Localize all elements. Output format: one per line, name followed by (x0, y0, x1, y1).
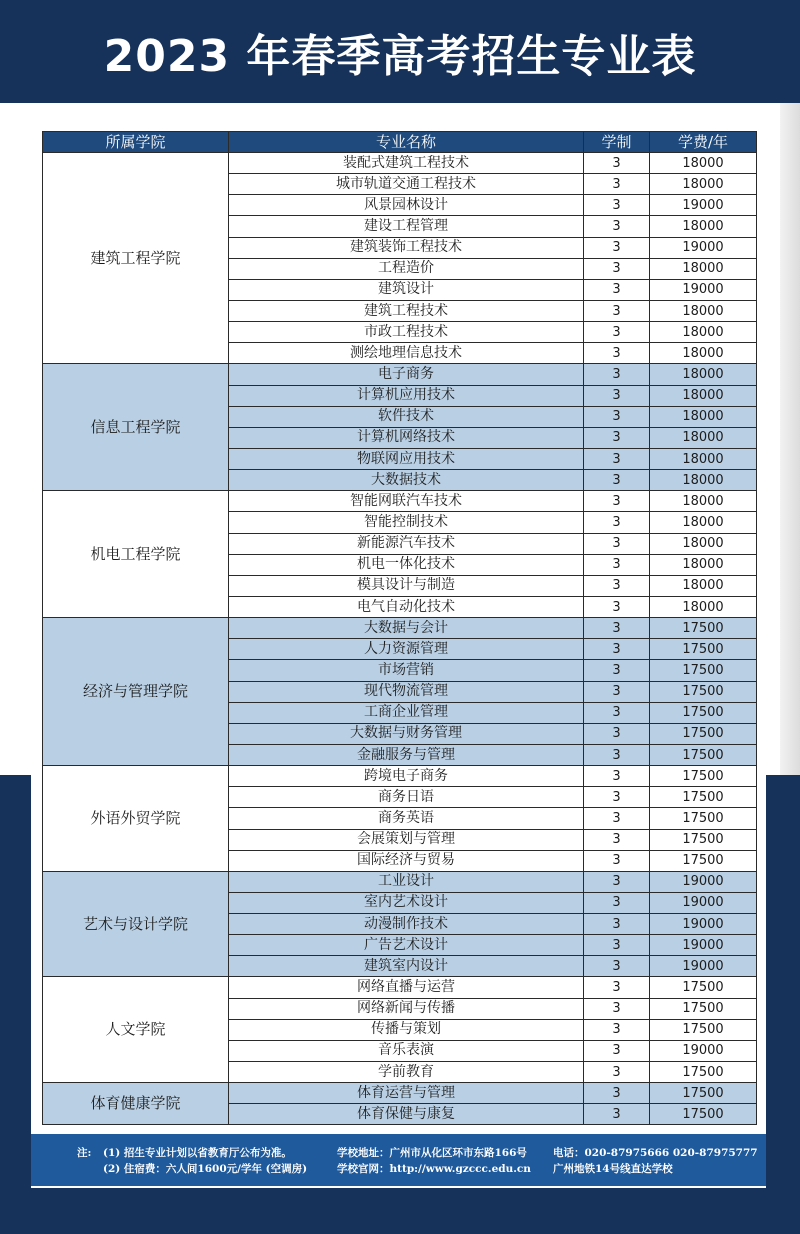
major-name-cell: 商务英语 (229, 808, 584, 829)
tuition-cell: 17500 (650, 1062, 757, 1083)
major-name-cell: 工业设计 (229, 871, 584, 892)
major-name-cell: 计算机网络技术 (229, 427, 584, 448)
tuition-cell: 17500 (650, 618, 757, 639)
header-tuition: 学费/年 (650, 132, 757, 153)
table-row (43, 491, 757, 512)
duration-cell: 3 (584, 829, 650, 850)
duration-cell: 3 (584, 766, 650, 787)
note-line-2: (2) 住宿费：六人间1600元/学年 (空调房) (103, 1163, 308, 1175)
major-name-cell: 软件技术 (229, 406, 584, 427)
tuition-cell: 17500 (650, 660, 757, 681)
tuition-cell: 18000 (650, 575, 757, 596)
major-name-cell: 机电一体化技术 (229, 554, 584, 575)
duration-cell: 3 (584, 512, 650, 533)
major-name-cell: 大数据与会计 (229, 618, 584, 639)
tuition-cell: 17500 (650, 977, 757, 998)
major-name-cell: 建设工程管理 (229, 216, 584, 237)
duration-cell: 3 (584, 787, 650, 808)
tuition-cell: 18000 (650, 491, 757, 512)
duration-cell: 3 (584, 639, 650, 660)
duration-cell: 3 (584, 850, 650, 871)
college-cell: 建筑工程学院 (43, 153, 229, 364)
note-line-1: (1) 招生专业计划以省教育厅公布为准。 (103, 1147, 292, 1159)
tuition-cell: 19000 (650, 914, 757, 935)
major-name-cell: 工程造价 (229, 258, 584, 279)
college-group (43, 871, 757, 977)
college-cell: 人文学院 (43, 977, 229, 1083)
duration-cell: 3 (584, 1083, 650, 1104)
tuition-cell: 19000 (650, 195, 757, 216)
major-name-cell: 智能网联汽车技术 (229, 491, 584, 512)
major-name-cell: 装配式建筑工程技术 (229, 153, 584, 174)
note-label: 注: (77, 1147, 92, 1159)
tuition-cell: 17500 (650, 702, 757, 723)
tuition-cell: 18000 (650, 406, 757, 427)
tuition-cell: 18000 (650, 427, 757, 448)
tuition-cell: 17500 (650, 829, 757, 850)
college-cell: 经济与管理学院 (43, 618, 229, 766)
duration-cell: 3 (584, 279, 650, 300)
tuition-cell: 19000 (650, 279, 757, 300)
duration-cell: 3 (584, 681, 650, 702)
major-name-cell: 商务日语 (229, 787, 584, 808)
tuition-cell: 19000 (650, 956, 757, 977)
major-name-cell: 大数据技术 (229, 470, 584, 491)
tuition-cell: 19000 (650, 892, 757, 913)
tuition-cell: 18000 (650, 364, 757, 385)
tuition-cell: 17500 (650, 1083, 757, 1104)
table-row (43, 364, 757, 385)
tuition-cell: 18000 (650, 258, 757, 279)
duration-cell: 3 (584, 322, 650, 343)
major-name-cell: 建筑室内设计 (229, 956, 584, 977)
tuition-cell: 18000 (650, 385, 757, 406)
major-name-cell: 模具设计与制造 (229, 575, 584, 596)
duration-cell: 3 (584, 364, 650, 385)
major-name-cell: 传播与策划 (229, 1019, 584, 1040)
tuition-cell: 17500 (650, 850, 757, 871)
tuition-cell: 17500 (650, 723, 757, 744)
page-title: 2023 年春季高考招生专业表 (103, 30, 697, 82)
duration-cell: 3 (584, 554, 650, 575)
duration-cell: 3 (584, 533, 650, 554)
tuition-cell: 18000 (650, 448, 757, 469)
header-major: 专业名称 (229, 132, 584, 153)
tuition-cell: 17500 (650, 681, 757, 702)
duration-cell: 3 (584, 914, 650, 935)
major-name-cell: 学前教育 (229, 1062, 584, 1083)
duration-cell: 3 (584, 660, 650, 681)
tuition-cell: 18000 (650, 153, 757, 174)
duration-cell: 3 (584, 892, 650, 913)
major-name-cell: 跨境电子商务 (229, 766, 584, 787)
college-group (43, 364, 757, 491)
tuition-cell: 17500 (650, 998, 757, 1019)
duration-cell: 3 (584, 427, 650, 448)
duration-cell: 3 (584, 744, 650, 765)
metro-note: 广州地铁14号线直达学校 (553, 1163, 673, 1175)
major-name-cell: 市场营销 (229, 660, 584, 681)
duration-cell: 3 (584, 702, 650, 723)
page-header (0, 0, 800, 103)
tuition-cell: 19000 (650, 935, 757, 956)
tuition-cell: 17500 (650, 787, 757, 808)
table-row (43, 871, 757, 892)
duration-cell: 3 (584, 258, 650, 279)
school-address: 学校地址：广州市从化区环市东路166号 (337, 1147, 527, 1159)
major-name-cell: 网络直播与运营 (229, 977, 584, 998)
tuition-cell: 17500 (650, 639, 757, 660)
major-name-cell: 城市轨道交通工程技术 (229, 174, 584, 195)
tuition-cell: 18000 (650, 216, 757, 237)
major-name-cell: 音乐表演 (229, 1040, 584, 1061)
major-name-cell: 现代物流管理 (229, 681, 584, 702)
duration-cell: 3 (584, 237, 650, 258)
tuition-cell: 19000 (650, 237, 757, 258)
tuition-cell: 17500 (650, 1019, 757, 1040)
tuition-cell: 17500 (650, 1104, 757, 1125)
table-row (43, 977, 757, 998)
duration-cell: 3 (584, 343, 650, 364)
major-name-cell: 新能源汽车技术 (229, 533, 584, 554)
major-name-cell: 室内艺术设计 (229, 892, 584, 913)
tuition-cell: 18000 (650, 322, 757, 343)
tuition-cell: 17500 (650, 808, 757, 829)
major-name-cell: 体育保健与康复 (229, 1104, 584, 1125)
major-name-cell: 国际经济与贸易 (229, 850, 584, 871)
duration-cell: 3 (584, 300, 650, 321)
college-group (43, 766, 757, 872)
school-website: 学校官网：http://www.gzccc.edu.cn (337, 1163, 531, 1175)
duration-cell: 3 (584, 618, 650, 639)
major-name-cell: 建筑设计 (229, 279, 584, 300)
duration-cell: 3 (584, 1040, 650, 1061)
major-name-cell: 广告艺术设计 (229, 935, 584, 956)
header-duration: 学制 (584, 132, 650, 153)
duration-cell: 3 (584, 1104, 650, 1125)
major-name-cell: 动漫制作技术 (229, 914, 584, 935)
college-cell: 机电工程学院 (43, 491, 229, 618)
tuition-cell: 17500 (650, 744, 757, 765)
college-cell: 体育健康学院 (43, 1083, 229, 1125)
header-college: 所属学院 (43, 132, 229, 153)
duration-cell: 3 (584, 491, 650, 512)
duration-cell: 3 (584, 385, 650, 406)
major-name-cell: 体育运营与管理 (229, 1083, 584, 1104)
college-group (43, 491, 757, 618)
college-cell: 艺术与设计学院 (43, 871, 229, 977)
duration-cell: 3 (584, 935, 650, 956)
major-name-cell: 大数据与财务管理 (229, 723, 584, 744)
duration-cell: 3 (584, 1062, 650, 1083)
major-name-cell: 市政工程技术 (229, 322, 584, 343)
table-row (43, 618, 757, 639)
duration-cell: 3 (584, 596, 650, 617)
tuition-cell: 19000 (650, 1040, 757, 1061)
major-name-cell: 网络新闻与传播 (229, 998, 584, 1019)
major-name-cell: 测绘地理信息技术 (229, 343, 584, 364)
major-name-cell: 物联网应用技术 (229, 448, 584, 469)
duration-cell: 3 (584, 977, 650, 998)
table-row (43, 153, 757, 174)
duration-cell: 3 (584, 153, 650, 174)
tuition-cell: 18000 (650, 554, 757, 575)
footer-info (31, 1134, 766, 1186)
duration-cell: 3 (584, 956, 650, 977)
duration-cell: 3 (584, 406, 650, 427)
major-name-cell: 建筑装饰工程技术 (229, 237, 584, 258)
major-name-cell: 计算机应用技术 (229, 385, 584, 406)
tuition-cell: 17500 (650, 766, 757, 787)
tuition-cell: 18000 (650, 533, 757, 554)
major-name-cell: 建筑工程技术 (229, 300, 584, 321)
tuition-cell: 18000 (650, 470, 757, 491)
major-name-cell: 人力资源管理 (229, 639, 584, 660)
college-cell: 外语外贸学院 (43, 766, 229, 872)
duration-cell: 3 (584, 871, 650, 892)
tuition-cell: 18000 (650, 512, 757, 533)
tuition-cell: 18000 (650, 596, 757, 617)
major-name-cell: 电气自动化技术 (229, 596, 584, 617)
school-phone: 电话：020-87975666 020-87975777 (553, 1147, 758, 1159)
duration-cell: 3 (584, 723, 650, 744)
duration-cell: 3 (584, 998, 650, 1019)
college-group (43, 1083, 757, 1125)
duration-cell: 3 (584, 1019, 650, 1040)
page-edge (780, 103, 800, 775)
major-name-cell: 工商企业管理 (229, 702, 584, 723)
tuition-cell: 18000 (650, 300, 757, 321)
major-name-cell: 电子商务 (229, 364, 584, 385)
college-cell: 信息工程学院 (43, 364, 229, 491)
table-header-row (43, 132, 757, 153)
college-group (43, 977, 757, 1083)
college-group (43, 618, 757, 766)
duration-cell: 3 (584, 808, 650, 829)
duration-cell: 3 (584, 448, 650, 469)
tuition-cell: 18000 (650, 343, 757, 364)
tuition-cell: 18000 (650, 174, 757, 195)
duration-cell: 3 (584, 174, 650, 195)
major-name-cell: 金融服务与管理 (229, 744, 584, 765)
table-row (43, 766, 757, 787)
duration-cell: 3 (584, 470, 650, 491)
table-row (43, 1083, 757, 1104)
duration-cell: 3 (584, 216, 650, 237)
college-group (43, 153, 757, 364)
major-name-cell: 智能控制技术 (229, 512, 584, 533)
major-name-cell: 风景园林设计 (229, 195, 584, 216)
duration-cell: 3 (584, 575, 650, 596)
tuition-cell: 19000 (650, 871, 757, 892)
major-name-cell: 会展策划与管理 (229, 829, 584, 850)
majors-table (42, 131, 757, 1125)
duration-cell: 3 (584, 195, 650, 216)
